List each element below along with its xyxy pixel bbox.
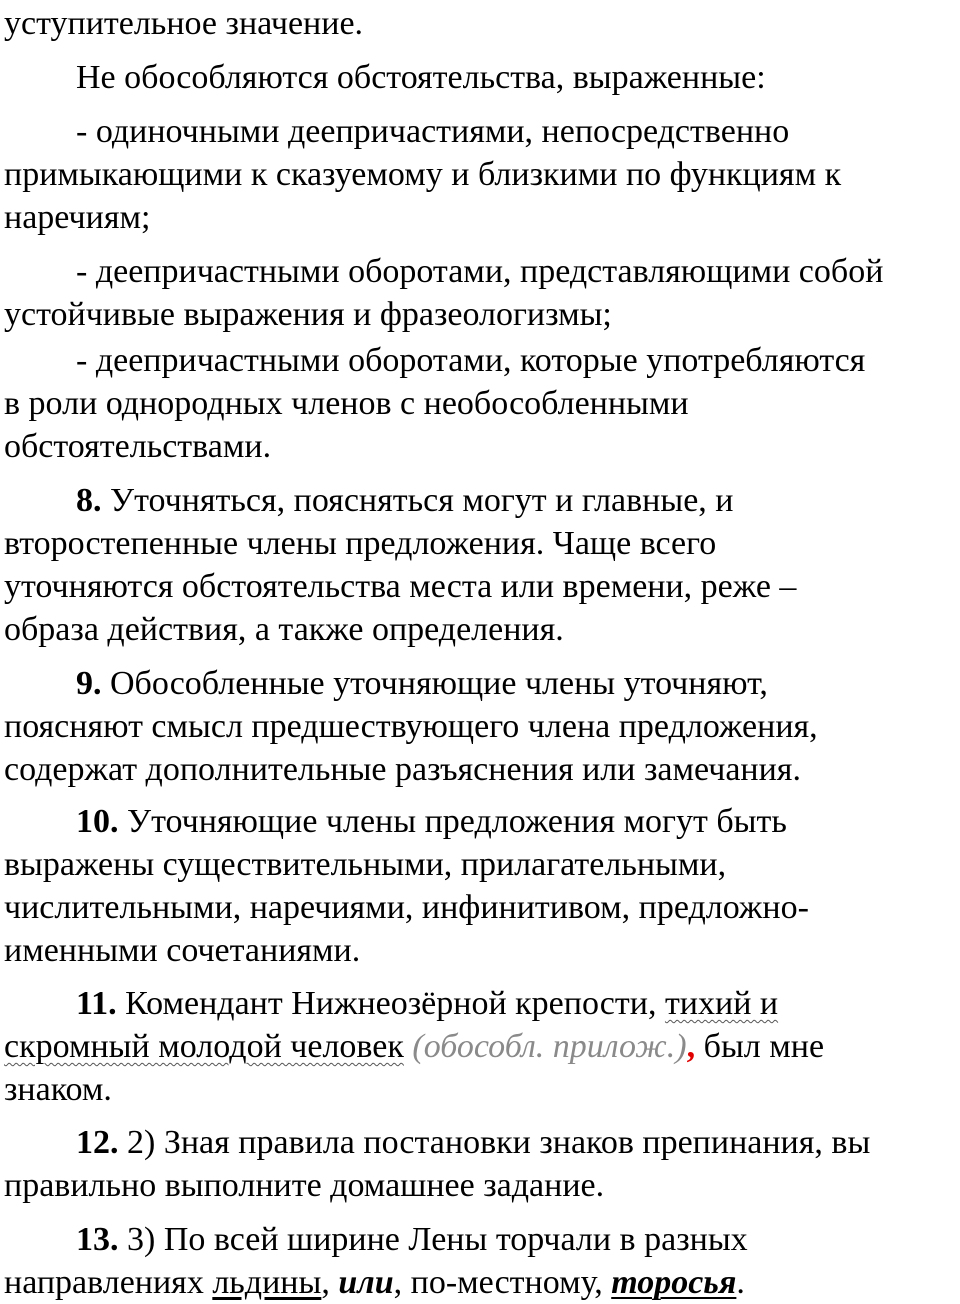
text-line — [4, 1121, 870, 1164]
answer-number: 11. — [76, 985, 117, 1022]
answer-text: 3) По всей ширине Лены торчали в разных — [118, 1221, 748, 1258]
answer-text: , по-местному, — [393, 1264, 612, 1301]
text-line: Не обособляются обстоятельства, выраженные: — [76, 59, 766, 96]
text-line — [4, 982, 824, 1025]
text-line: числительными, наречиями, инфинитивом, предложно- — [4, 889, 809, 926]
text-line — [4, 1218, 748, 1261]
text-line: уточняются обстоятельства места или времени, реже – — [4, 568, 797, 605]
answer-text: , — [321, 1264, 339, 1301]
text-line: - одиночными деепричастиями, непосредственно — [76, 113, 790, 150]
red-comma: , — [686, 1028, 696, 1065]
text-line: образа действия, а также определения. — [4, 611, 564, 648]
answer-number: 13. — [76, 1221, 119, 1258]
answer-text: был мне — [695, 1028, 825, 1065]
text-line: примыкающими к сказуемому и близкими по функциям к — [4, 156, 842, 193]
text-line: - деепричастными оборотами, которые употребляются — [76, 342, 866, 379]
clarifying-word: торосья — [611, 1264, 737, 1301]
text-line — [4, 479, 796, 522]
answer-number: 10. — [76, 803, 119, 840]
answer-number: 9. — [76, 665, 102, 702]
answer-text: Комендант Нижнеозёрной крепости, — [116, 985, 665, 1022]
apposition-underlined: тихий и — [664, 985, 779, 1022]
underlined-word: льдины — [212, 1264, 322, 1301]
answer-number: 12. — [76, 1124, 119, 1161]
answer-11 — [4, 982, 824, 1111]
text-line: в роли однородных членов с необособленными — [4, 385, 689, 422]
text-line: второстепенные члены предложения. Чаще всего — [4, 525, 717, 562]
answer-13 — [4, 1218, 748, 1304]
answer-text: . — [736, 1264, 745, 1301]
text-line: выражены существительными, прилагательными, — [4, 846, 727, 883]
answer-text: Уточняться, поясняться могут и главные, и — [101, 482, 734, 519]
not-isolated-item-1 — [4, 110, 841, 239]
not-isolated-heading — [4, 56, 766, 99]
grammar-note: (обособл. прилож.) — [412, 1028, 687, 1065]
answer-text: Обособленные уточняющие члены уточняют, — [101, 665, 768, 702]
answer-text: 2) Зная правила постановки знаков препинания, вы — [118, 1124, 871, 1161]
text-line — [4, 800, 809, 843]
text-line: поясняют смысл предшествующего члена предложения, — [4, 708, 818, 745]
text-line: знаком. — [4, 1071, 112, 1108]
text-line: обстоятельствами. — [4, 428, 272, 465]
answer-8 — [4, 479, 796, 651]
conjunction-highlight: или — [338, 1264, 394, 1301]
answer-text: Уточняющие члены предложения могут быть — [118, 803, 787, 840]
text-line: правильно выполните домашнее задание. — [4, 1167, 605, 1204]
answer-number: 8. — [76, 482, 102, 519]
text-line: содержат дополнительные разъяснения или замечания. — [4, 751, 801, 788]
not-isolated-item-2 — [4, 250, 883, 336]
intro-paragraph — [4, 2, 363, 45]
text-line — [4, 1025, 824, 1068]
answer-12 — [4, 1121, 870, 1207]
text-line: устойчивые выражения и фразеологизмы; — [4, 296, 612, 333]
text-line: уступительное значение. — [4, 5, 364, 42]
not-isolated-item-3 — [4, 339, 865, 468]
answer-text: направлениях — [4, 1264, 213, 1301]
apposition-underlined: скромный молодой человек — [4, 1028, 404, 1065]
text-line: наречиям; — [4, 199, 151, 236]
text-line — [4, 662, 818, 705]
text-line — [4, 1261, 748, 1304]
text-line: именными сочетаниями. — [4, 932, 361, 969]
answer-10 — [4, 800, 809, 972]
text-line: - деепричастными оборотами, представляющими собой — [76, 253, 884, 290]
answer-9 — [4, 662, 818, 791]
